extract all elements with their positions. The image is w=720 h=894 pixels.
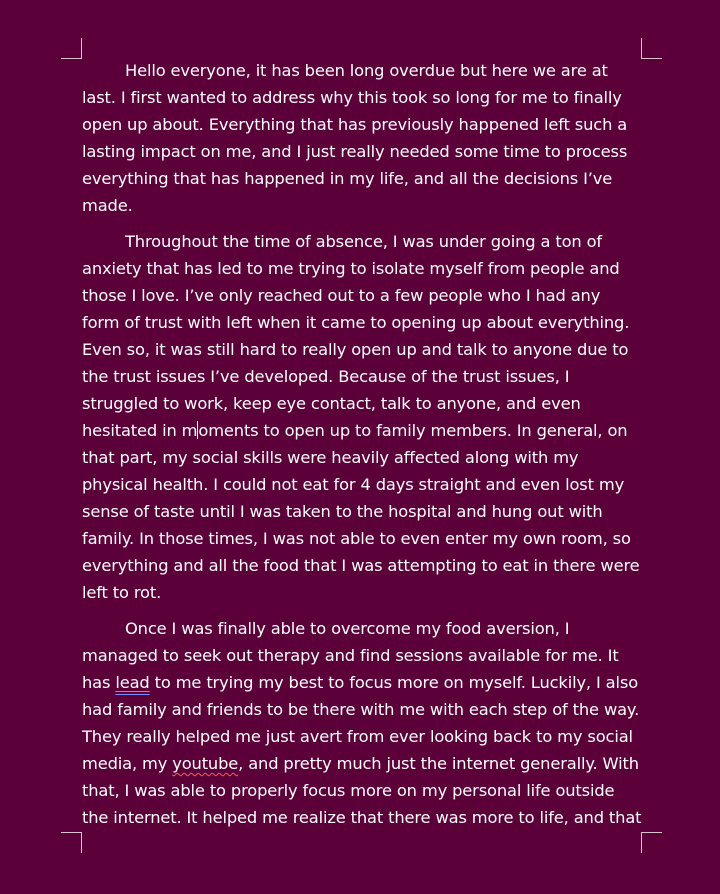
text-line: made. bbox=[82, 196, 133, 215]
text-line: open up about. Everything that has previously happened left such a bbox=[82, 115, 628, 134]
text-segment: media, my bbox=[82, 754, 173, 773]
text-line: those I love. I’ve only reached out to a few people who I had any bbox=[82, 286, 601, 305]
text-line: left to rot. bbox=[82, 583, 162, 602]
paragraph-2[interactable] bbox=[82, 228, 648, 606]
text-line: Throughout the time of absence, I was under going a ton of bbox=[125, 232, 602, 251]
text-line: Once I was finally able to overcome my food aversion, I bbox=[125, 619, 570, 638]
text-line: that part, my social skills were heavily affected along with my bbox=[82, 448, 579, 467]
text-line: anxiety that has led to me trying to isolate myself from people and bbox=[82, 259, 620, 278]
text-line: They really helped me just avert from ever looking back to my social bbox=[82, 727, 633, 746]
text-line: last. I first wanted to address why this took so long for me to finally bbox=[82, 88, 622, 107]
text-line: sense of taste until I was taken to the hospital and hung out with bbox=[82, 502, 603, 521]
text-line-with-caret bbox=[82, 417, 648, 444]
text-segment: oments to open up to family members. In general, on bbox=[198, 421, 628, 440]
text-line: lasting impact on me, and I just really needed some time to process bbox=[82, 142, 628, 161]
text-segment: to me trying my best to focus more on myself. Luckily, I also bbox=[149, 673, 638, 692]
text-line: struggled to work, keep eye contact, talk to anyone, and even bbox=[82, 394, 581, 413]
spelling-flagged-word[interactable]: youtube bbox=[172, 754, 239, 773]
text-line: the internet. It helped me realize that there was more to life, and that bbox=[82, 808, 642, 827]
text-line: everything that has happened in my life, and all the decisions I’ve bbox=[82, 169, 613, 188]
text-line: the trust issues I’ve developed. Because of the trust issues, I bbox=[82, 367, 570, 386]
text-line: Hello everyone, it has been long overdue but here we are at bbox=[125, 61, 608, 80]
text-line: everything and all the food that I was attempting to eat in there were bbox=[82, 556, 640, 575]
text-line: physical health. I could not eat for 4 days straight and even lost my bbox=[82, 475, 625, 494]
text-line: Even so, it was still hard to really open up and talk to anyone due to bbox=[82, 340, 629, 359]
text-line-with-spelling-flag bbox=[82, 750, 648, 777]
text-line-with-grammar-flag bbox=[82, 669, 648, 696]
text-line: form of trust with left when it came to opening up about everything. bbox=[82, 313, 630, 332]
margin-corner-top-left bbox=[61, 38, 82, 59]
margin-corner-bottom-right bbox=[641, 832, 662, 853]
text-segment: hesitated in m bbox=[82, 421, 198, 440]
grammar-flagged-word[interactable]: lead bbox=[115, 673, 150, 692]
text-line: family. In those times, I was not able to even enter my own room, so bbox=[82, 529, 631, 548]
paragraph-1[interactable] bbox=[82, 57, 648, 219]
margin-corner-bottom-left bbox=[61, 832, 82, 853]
margin-corner-top-right bbox=[641, 38, 662, 59]
text-line: had family and friends to be there with me with each step of the way. bbox=[82, 700, 640, 719]
text-line: that, I was able to properly focus more on my personal life outside bbox=[82, 781, 615, 800]
text-segment: , and pretty much just the internet generally. With bbox=[238, 754, 639, 773]
text-line: managed to seek out therapy and find sessions available for me. It bbox=[82, 646, 619, 665]
text-segment: has bbox=[82, 673, 116, 692]
document-body[interactable] bbox=[82, 57, 648, 829]
paragraph-3[interactable] bbox=[82, 615, 648, 829]
